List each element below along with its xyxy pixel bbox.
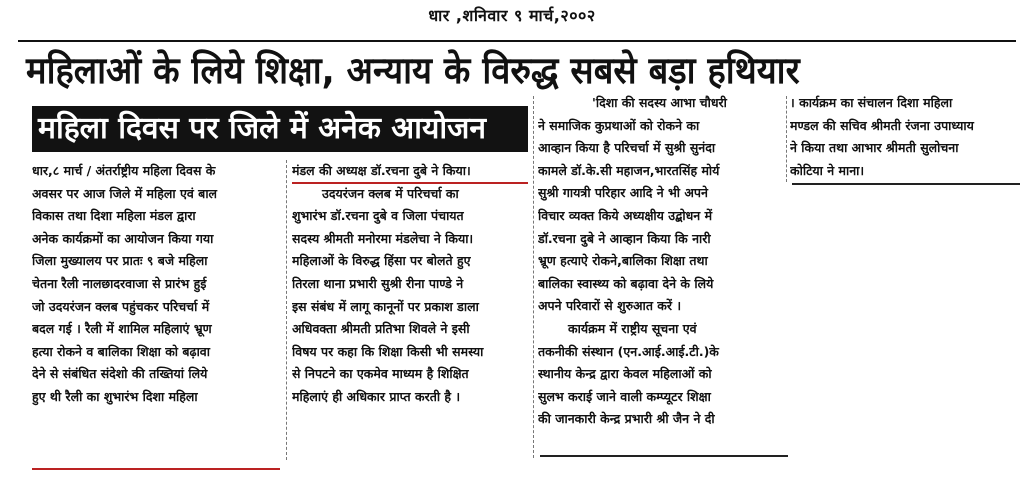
underline-rule — [32, 468, 280, 470]
text-line: आव्हान किया है परिचर्चा में सुश्री सुनंदा — [538, 140, 716, 156]
text-line: जो उदयरंजन क्लब पहुंचकर परिचर्चा में — [32, 298, 210, 314]
text-line: भ्रूण हत्याऐ रोकने,बालिका शिक्षा तथा — [538, 253, 708, 269]
text-line: विचार व्यक्त किये अध्यक्षीय उद्बोधन में — [538, 207, 713, 223]
text-line: इस संबंध में लागू कानूनों पर प्रकाश डाला — [292, 298, 479, 314]
text-line: ने किया तथा आभार श्रीमती सुलोचना — [790, 140, 959, 156]
column-divider — [533, 96, 534, 458]
text-line: सुलभ कराई जाने वाली कम्प्यूटर शिक्षा — [538, 388, 711, 404]
text-line: स्थानीय केन्द्र द्वारा केवल महिलाओं को — [538, 366, 712, 382]
text-line: तिरला थाना प्रभारी सुश्री रीना पाण्डे ने — [292, 275, 464, 291]
text-line: उदयरंजन क्लब में परिचर्चा का — [322, 185, 459, 201]
text-line: हत्या रोकने व बालिका शिक्षा को बढ़ावा — [32, 343, 210, 359]
text-line: कार्यक्रम में राष्ट्रीय सूचना एवं — [568, 320, 697, 336]
column-3 — [538, 92, 784, 431]
text-line: कोटिया ने माना। — [790, 162, 865, 178]
text-line: अपने परिवारों से शुरुआत करें । — [538, 298, 682, 314]
text-line: महिलाओं के विरुद्ध हिंसा पर बोलते हुए — [292, 253, 471, 269]
text-line: हुए थी रैली का शुभारंभ दिशा महिला — [32, 388, 198, 404]
bottom-rule — [540, 455, 788, 457]
text-line: शुभारंभ डॉ.रचना दुबे व जिला पंचायत — [292, 208, 464, 224]
text-line: बालिका स्वास्थ्य को बढ़ावा देने के लिये — [538, 275, 714, 291]
section-rule — [792, 183, 1020, 185]
column-4 — [790, 92, 1022, 182]
text-line: जिला मुख्यालय पर प्रातः ९ बजे महिला — [32, 253, 208, 269]
text-line: सदस्य श्रीमती मनोरमा मंडलेचा ने किया। — [292, 230, 474, 246]
headline: महिलाओं के लिये शिक्षा, अन्याय के विरुद्ध सबसे बड़ा हथियार — [26, 49, 800, 92]
text-line: विषय पर कहा कि शिक्षा किसी भी समस्या — [292, 343, 484, 359]
text-line: तकनीकी संस्थान (एन.आई.आई.टी.)के — [538, 343, 719, 359]
text-line: चेतना रैली नालछादरवाजा से प्रारंभ हुई — [32, 275, 207, 291]
dateline: धार ,शनिवार ९ मार्च,२००२ — [428, 6, 596, 25]
text-line: देने से संबंधित संदेशो की तख्तियां लिये — [32, 366, 208, 382]
subheadline: महिला दिवस पर जिले में अनेक आयोजन — [32, 106, 528, 152]
column-1 — [32, 160, 280, 409]
text-line: सुश्री गायत्री परिहार आदि ने भी अपने — [538, 185, 708, 201]
text-line: कामले डॉ.के.सी महाजन,भारतसिंह मोर्य — [538, 162, 720, 178]
text-line: मंडल की अध्यक्ष डॉ.रचना दुबे ने किया। — [292, 163, 471, 178]
text-line: 'दिशा की सदस्य आभा चौधरी — [592, 95, 727, 110]
column-2 — [292, 160, 532, 409]
column-divider — [786, 96, 787, 182]
underline-rule — [292, 182, 528, 184]
text-line: ने समाजिक कुप्रथाओं को रोकने का — [538, 117, 700, 133]
text-line: डॉ.रचना दुबे ने आव्हान किया कि नारी — [538, 230, 711, 246]
text-line: की जानकारी केन्द्र प्रभारी श्री जैन ने दी — [538, 411, 715, 427]
text-line: धार,८ मार्च / अंतर्राष्ट्रीय महिला दिवस के — [32, 163, 216, 178]
text-line: । कार्यक्रम का संचालन दिशा महिला — [790, 95, 953, 110]
top-rule — [18, 40, 1016, 42]
text-line: अधिवक्ता श्रीमती प्रतिभा शिवले ने इसी — [292, 321, 470, 337]
text-line: मण्डल की सचिव श्रीमती रंजना उपाध्याय — [790, 117, 974, 133]
text-line: विकास तथा दिशा महिला मंडल द्वारा — [32, 208, 196, 224]
column-divider — [286, 160, 287, 460]
text-line: बदल गई । रैली में शामिल महिलाएं भ्रूण — [32, 321, 212, 337]
text-line: अवसर पर आज जिले में महिला एवं बाल — [32, 185, 218, 201]
text-line: अनेक कार्यक्रमों का आयोजन किया गया — [32, 230, 214, 246]
text-line: से निपटने का एकमेव माध्यम है शिक्षित — [292, 366, 469, 382]
text-line: महिलाएं ही अधिकार प्राप्त करती है । — [292, 388, 461, 404]
